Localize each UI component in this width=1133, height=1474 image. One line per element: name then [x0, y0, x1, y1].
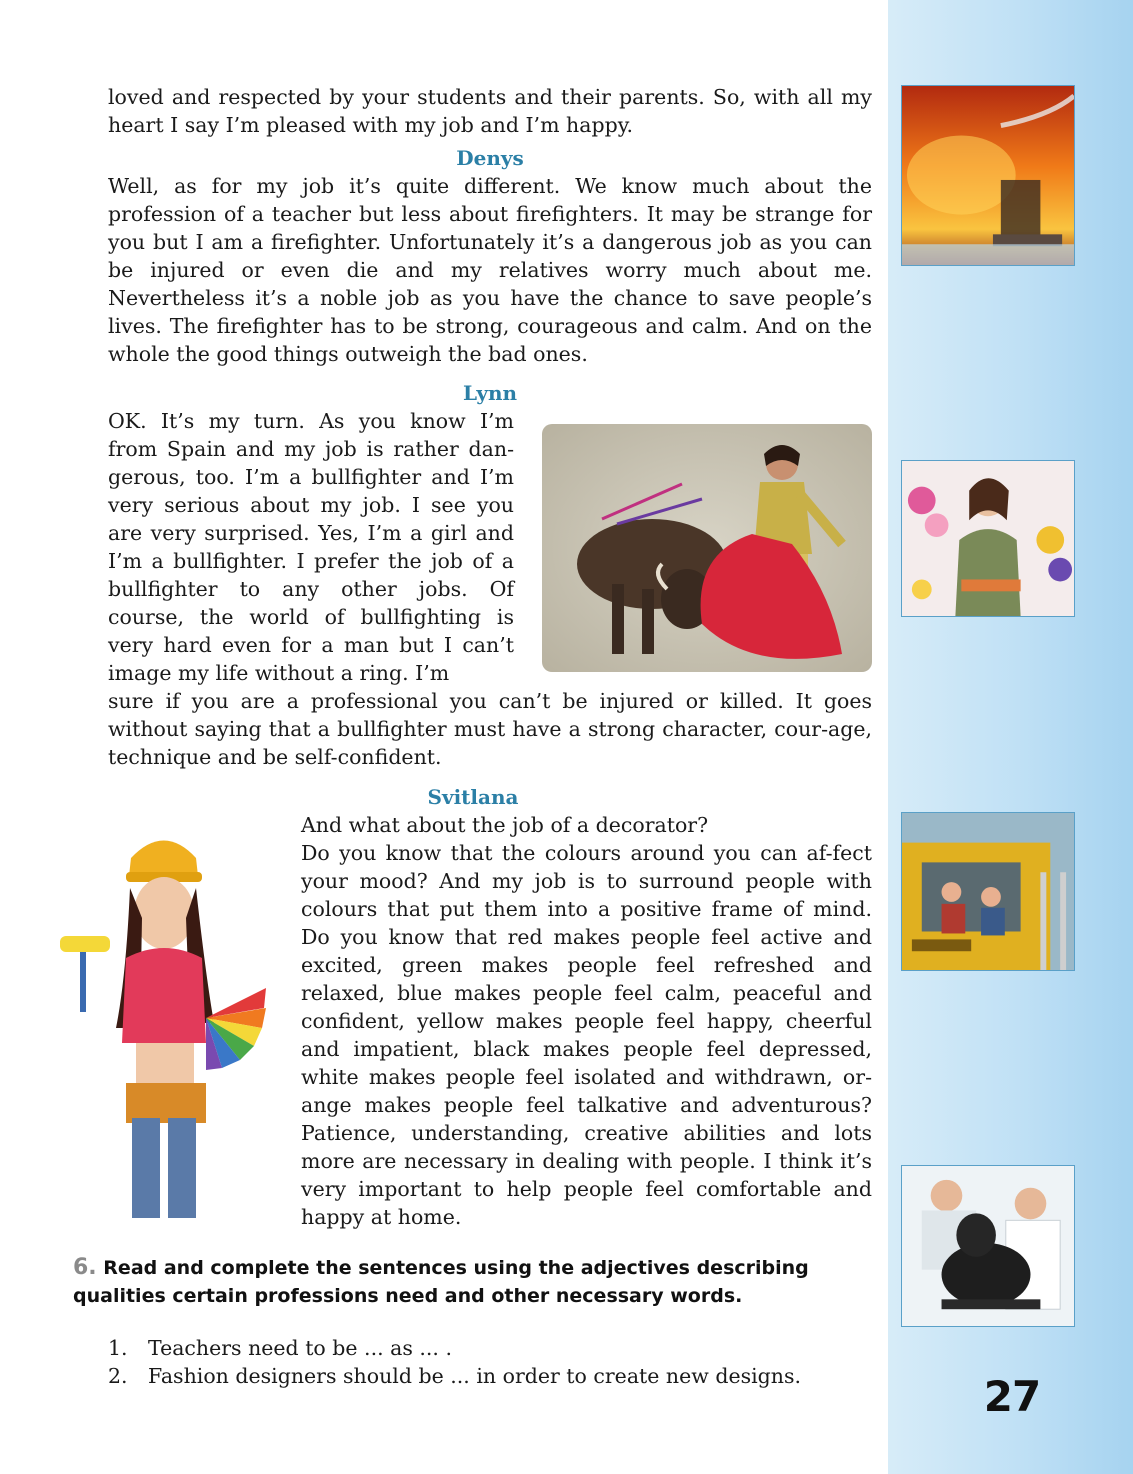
list-item: [108, 1334, 868, 1362]
denys-paragraph: Well, as for my job it’s quite different. We know much about the profession of a teacher but less about firefighters. It may be strange for you but I am a firefighter. Unfortunately it’s a dangerous job as you can be injured or even die and my relatives worry much about me. Nevertheless it’s a noble job as you have the chance to save people’s lives. The firefighter has to be strong, courageous and calm. And on the whole the good things outweigh the bad ones.: [108, 174, 872, 366]
exercise-number: 6.: [73, 1255, 97, 1280]
firefighter-thumbnail: [901, 85, 1075, 266]
speaker-svitlana: Svitlana: [427, 785, 519, 809]
exercise-list: [108, 1334, 868, 1390]
vet-dog-thumbnail: [901, 1165, 1075, 1327]
list-item-number: 1.: [108, 1336, 128, 1360]
bullfighter-photo: [542, 424, 872, 672]
list-item-text: Teachers need to be ... as ... .: [148, 1336, 452, 1360]
lynn-paragraph-wrapped: OK. It’s my turn. As you know I’m from Spain and my job is rather dan-gerous, too. I’m a bullfighter and I’m very serious about my job. I see you are very surprised. Yes, I’m a girl and I’m a bullfighter. I prefer the job of a bullfighter to any other jobs. Of course, the world of bullfighting is very hard even for a man but I can’t image my life without a ring. I’m: [108, 409, 514, 685]
exercise-instruction: [73, 1254, 873, 1310]
list-item-number: 2.: [108, 1364, 128, 1388]
speaker-denys: Denys: [456, 146, 524, 170]
list-item-text: Fashion designers should be ... in order to create new designs.: [148, 1364, 802, 1388]
decorator-photo: [56, 828, 271, 1218]
list-item: [108, 1362, 868, 1390]
crane-workers-thumbnail: [901, 812, 1075, 971]
florist-thumbnail: [901, 460, 1075, 617]
exercise-instruction-text: Read and complete the sentences using the adjectives describing qualities certain professions need and other necessary words.: [73, 1257, 809, 1307]
intro-paragraph: loved and respected by your students and their parents. So, with all my heart I say I’m pleased with my job and I’m happy.: [108, 85, 872, 137]
svitlana-question: And what about the job of a decorator?: [301, 813, 709, 837]
speaker-lynn: Lynn: [462, 381, 518, 405]
page-number: 27: [983, 1372, 1041, 1421]
svitlana-paragraph: Do you know that the colours around you can af-fect your mood? And my job is to surround people with colours that put them into a positive frame of mind. Do you know that red makes people feel active and excited, green makes people feel refreshed and relaxed, blue makes people feel calm, peaceful and confident, yellow makes people feel happy, cheerful and impatient, black makes people feel depressed, white makes people feel isolated and withdrawn, or-ange makes people feel talkative and adventurous? Patience, understanding, creative abilities and lots more are necessary in dealing with people. I think it’s very important to help people feel comfortable and happy at home.: [301, 841, 872, 1229]
lynn-paragraph-full: sure if you are a professional you can’t be injured or killed. It goes without saying that a bullfighter must have a strong character, cour-age, technique and be self-confident.: [108, 689, 872, 769]
